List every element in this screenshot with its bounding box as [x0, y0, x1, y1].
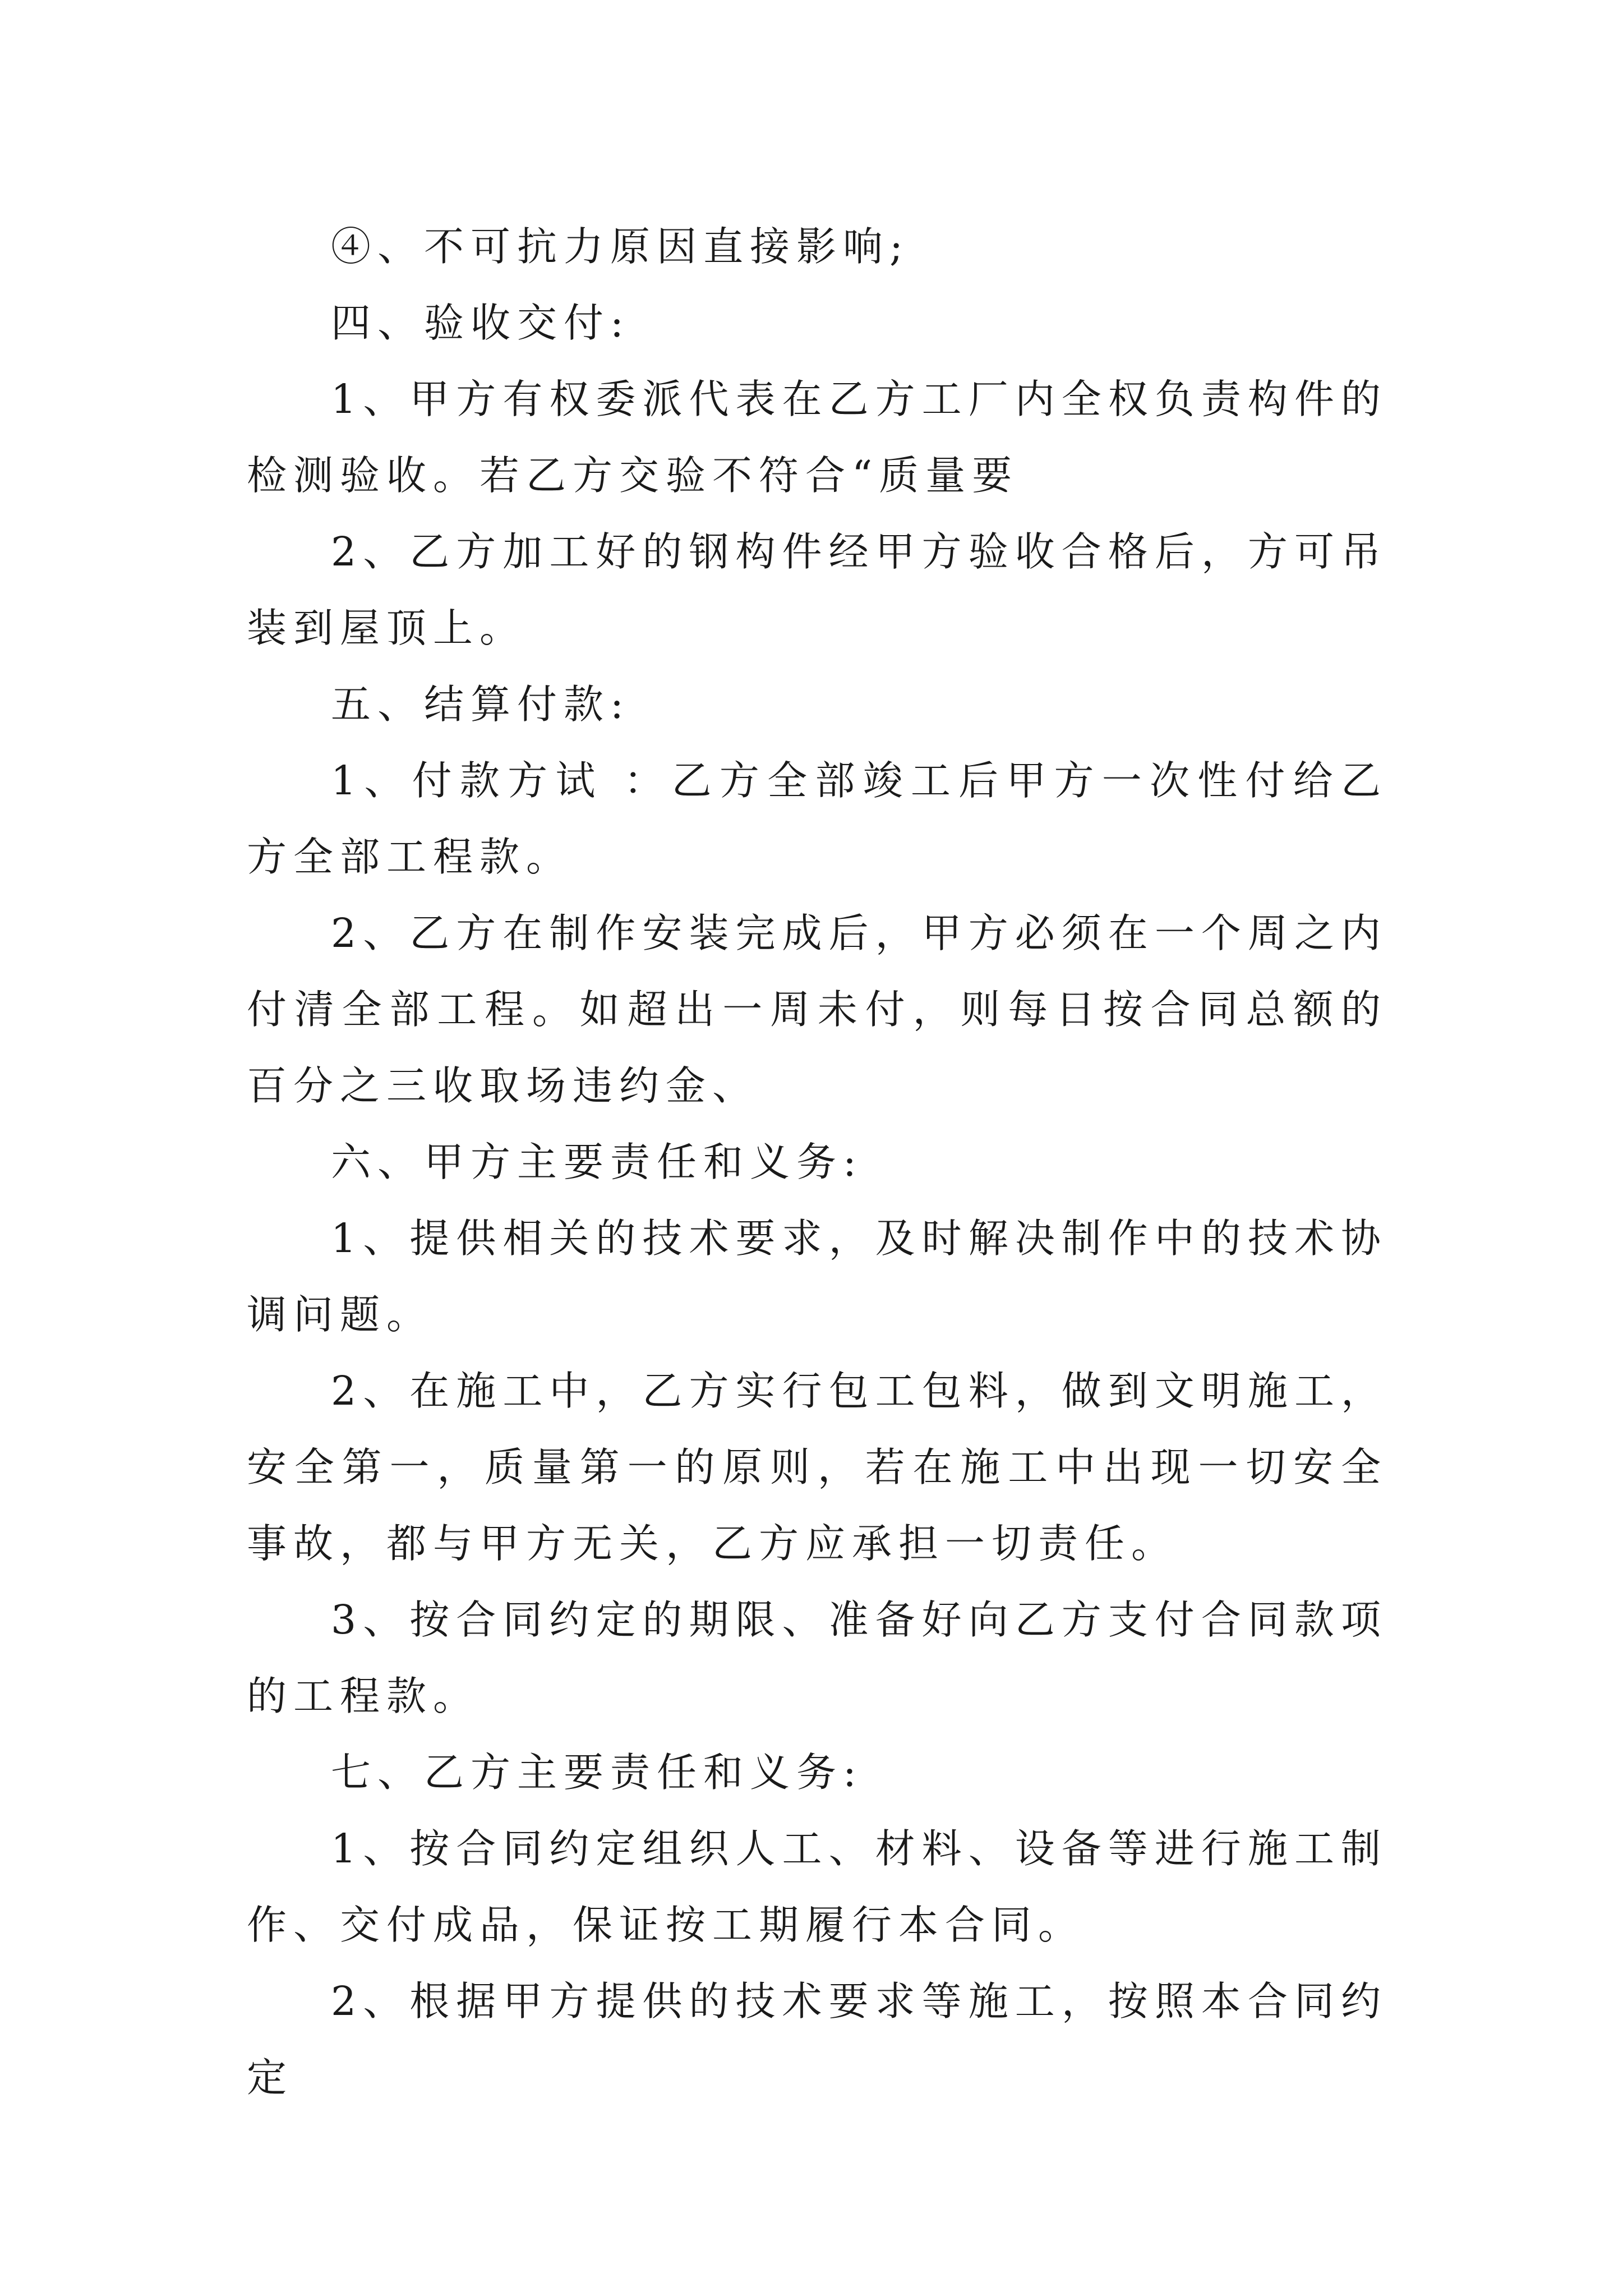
- paragraph-party-a-2: 2、在施工中，乙方实行包工包料，做到文明施工，安全第一，质量第一的原则，若在施工中出现一切安全事故，都与甲方无关，乙方应承担一切责任。: [247, 1368, 1387, 1567]
- paragraph-payment-2: 2、乙方在制作安装完成后，甲方必须在一个周之内付清全部工程。如超出一周未付，则每日按合同总额的百分之三收取场违约金、: [247, 910, 1387, 1109]
- heading-party-b-duties: 七、乙方主要责任和义务:: [331, 1749, 863, 1796]
- paragraph-payment-1: 1、付款方试 ：乙方全部竣工后甲方一次性付给乙方全部工程款。: [247, 757, 1387, 880]
- heading-party-a-duties: 六、甲方主要责任和义务:: [331, 1139, 863, 1185]
- document-body: [247, 209, 1387, 2116]
- paragraph-acceptance-2: 2、乙方加工好的钢构件经甲方验收合格后，方可吊装到屋顶上。: [247, 528, 1387, 651]
- paragraph-party-a-1: 1、提供相关的技术要求，及时解决制作中的技术协调问题。: [247, 1215, 1387, 1338]
- paragraph-force-majeure: ④、不可抗力原因直接影响;: [331, 223, 910, 270]
- heading-settlement-payment: 五、结算付款:: [331, 681, 630, 728]
- heading-acceptance-delivery: 四、验收交付:: [331, 300, 630, 346]
- paragraph-acceptance-1: 1、甲方有权委派代表在乙方工厂内全权负责构件的检测验收。若乙方交验不符合“质量要: [247, 376, 1387, 499]
- paragraph-party-a-3: 3、按合同约定的期限、准备好向乙方支付合同款项的工程款。: [247, 1596, 1387, 1719]
- paragraph-party-b-2: 2、根据甲方提供的技术要求等施工，按照本合同约定: [247, 1978, 1387, 2101]
- paragraph-party-b-1: 1、按合同约定组织人工、材料、设备等进行施工制作、交付成品，保证按工期履行本合同。: [247, 1825, 1387, 1948]
